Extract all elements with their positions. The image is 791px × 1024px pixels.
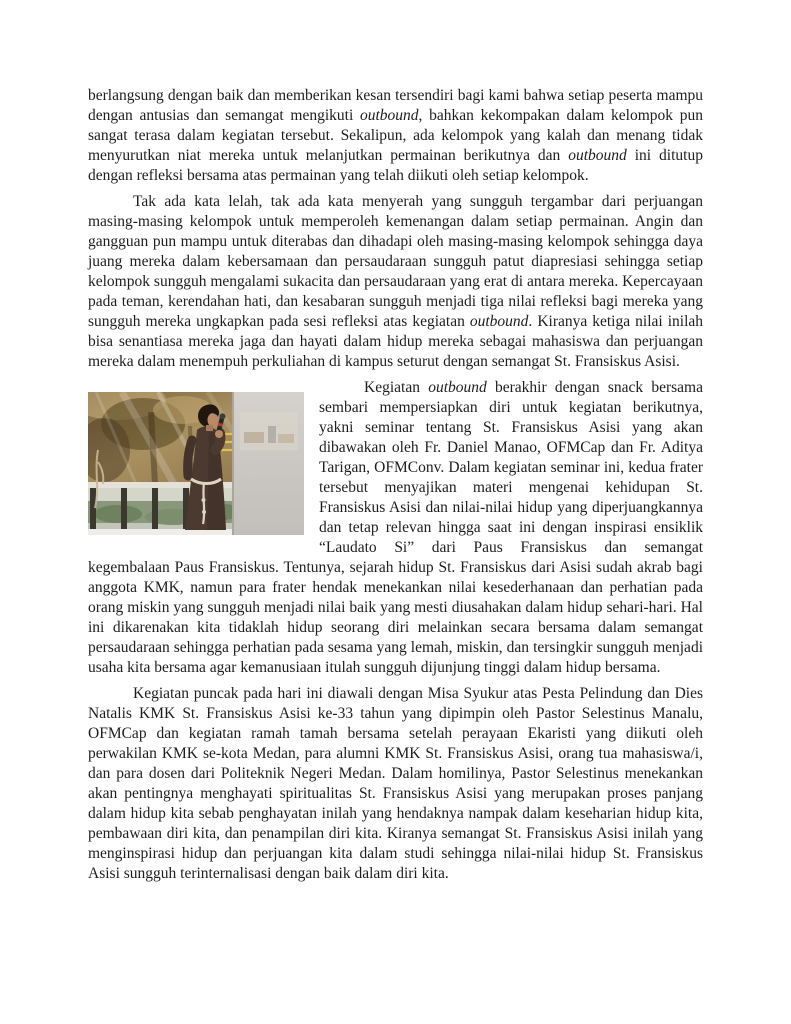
italic-text-run: outbound (568, 147, 627, 164)
text-run: . Kiranya ketiga nilai inilah bisa senantiasa mereka jaga dan hayati dalam hidup mereka sebagai mahasiswa dan perjuangan mereka dalam menempuh perkuliahan di kampus seturut dengan semangat St. Fransiskus Asisi. (88, 313, 703, 370)
text-run: berlangsung dengan baik dan memberikan kesan tersendiri bagi kami bahwa setiap peserta mampu dengan antusias dan semangat mengikuti (88, 87, 703, 124)
seminar-photo (88, 392, 304, 535)
projected-slide (240, 412, 298, 450)
text-run: , bahkan kekompakan dalam kelompok pun sangat terasa dalam kegiatan tersebut. Sekalipun, ada kelompok yang kalah dan menang tidak menyurutkan niat mereka untuk melanjutkan permainan berikutnya dan (88, 107, 703, 164)
text-run: Kegiatan (364, 379, 429, 396)
italic-text-run: outbound (428, 379, 487, 396)
hand (215, 430, 223, 438)
text-run: Kegiatan puncak pada hari ini diawali dengan Misa Syukur atas Pesta Pelindung dan Dies Natalis KMK St. Fransiskus Asisi ke-33 tahun yang dipimpin oleh Pastor Selestinus Manalu, OFMCap dan kegiatan ramah tamah bersama setelah perayaan Ekaristi yang diikuti oleh perwakilan KMK se-kota Medan, para alumni KMK St. Fransiskus Asisi, orang tua mahasiswa/i, dan para dosen dari Politeknik Negeri Medan. Dalam homilinya, Pastor Selestinus menekankan akan pentingnya menghayati spiritualitas St. Fransiskus Asisi yang merupakan proses panjang dalam hidup kita sebab penghayatan inilah yang hendaknya nampak dalam keseharian hidup kita, pembawaan diri kita, dan penampilan diri kita. Kiranya semangat St. Fransiskus Asisi inilah yang menginspirasi hidup dan perjuangan kita dalam studi sehingga nilai-nilai hidup St. Fransiskus Asisi sungguh terinternalisasi dengan baik dalam diri kita. (88, 685, 703, 882)
frater-speaking-with-microphone-photo (88, 392, 304, 535)
text-run: Tak ada kata lelah, tak ada kata menyerah yang sungguh tergambar dari perjuangan masing-masing kelompok untuk memperoleh kemenangan dalam setiap permainan. Angin dan gangguan pun mampu untuk diterabas dan dihadapi oleh masing-masing kelompok sehingga daya juang mereka dalam kebersamaan dan persaudaraan sungguh patut diapresiasi sehingga setiap kelompok sungguh mengalami sukacita dan persaudaraan yang erat di antara mereka. Kepercayaan pada teman, kerendahan hati, dan kesabaran sungguh menjadi tiga nilai refleksi bagi mereka yang sungguh mereka ungkapkan pada sesi refleksi atas kegiatan (88, 193, 703, 330)
text-run: berakhir dengan snack bersama sembari mempersiapkan diri untuk kegiatan berikutnya, yakni seminar tentang St. Fransiskus Asisi yang akan dibawakan oleh Fr. Daniel Manao, OFMCap dan Fr. Aditya Tarigan, OFMConv. Dalam kegiatan seminar ini, kedua frater tersebut menyajikan materi mengenai kehidupan St. Fransiskus Asisi dan nilai-nilai hidup yang diperjuangkannya dan tetap relevan hingga saat ini dengan inspirasi ensiklik “Laudato Si” dari Paus Fransiskus dan semangat kegembalaan Paus Fransiskus. Tentunya, sejarah hidup St. Fransiskus dari Asisi sudah akrab bagi anggota KMK, namun para frater hendak menekankan nilai kesederhanaan dan perhatian pada orang miskin yang sungguh menjadi nilai baik yang mesti diusahakan dalam hidup sehari-hari. Hal ini dikarenakan kita tidaklah hidup seorang diri melainkan secara bersama dalam semangat persaudaraan sehingga perhatian pada sesama yang lemah, miskin, dan tersingkir sungguh menjadi usaha kita bersama agar kemanusiaan itulah sungguh dijunjung tinggi dalam hidup bersama. (88, 379, 703, 676)
paragraph-1 (88, 86, 703, 186)
italic-text-run: outbound (469, 313, 529, 330)
paragraph-4 (88, 684, 703, 884)
paragraph-2 (88, 192, 703, 372)
italic-text-run: outbound (359, 107, 419, 124)
projection-screen (232, 392, 304, 535)
text-run: ini ditutup dengan refleksi bersama atas permainan yang telah diikuti oleh setiap kelompok. (88, 147, 703, 184)
